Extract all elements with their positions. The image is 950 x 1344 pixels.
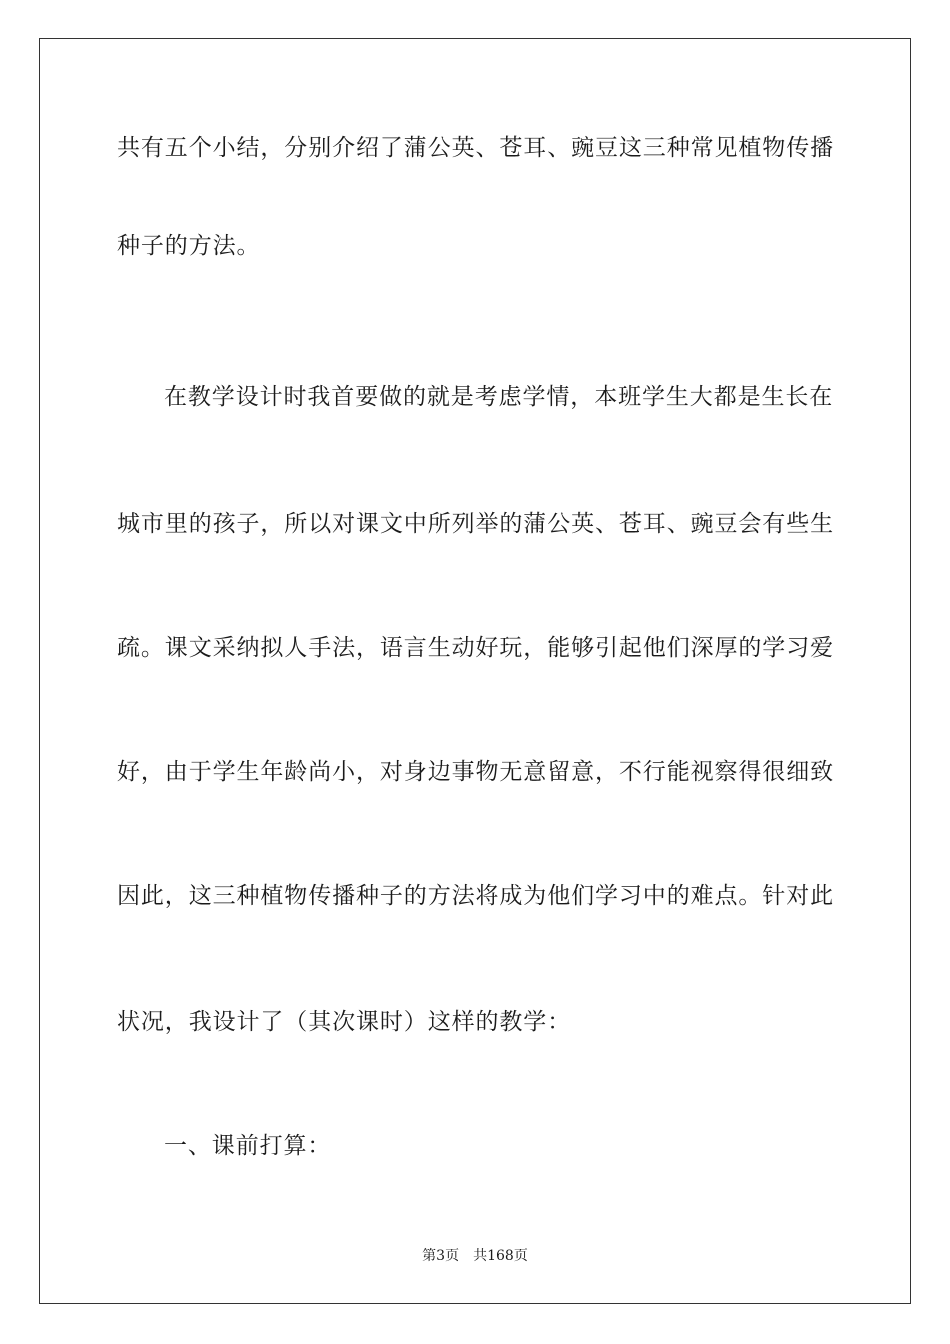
page-footer [0, 1247, 950, 1265]
body-line-2: 种子的方法。 [117, 233, 261, 259]
body-line-7: 因此，这三种植物传播种子的方法将成为他们学习中的难点。针对此 [117, 883, 834, 909]
section-heading: 一、课前打算： [164, 1133, 332, 1159]
body-line-8: 状况，我设计了（其次课时）这样的教学： [117, 1009, 572, 1035]
page-number: 第3页 [422, 1248, 460, 1264]
body-line-1: 共有五个小结，分别介绍了蒲公英、苍耳、豌豆这三种常见植物传播 [117, 135, 834, 161]
body-line-6: 好，由于学生年龄尚小，对身边事物无意留意，不行能视察得很细致 [117, 759, 834, 785]
page-border [39, 38, 911, 1304]
body-line-4: 城市里的孩子，所以对课文中所列举的蒲公英、苍耳、豌豆会有些生 [117, 511, 834, 537]
page-total: 共168页 [473, 1248, 528, 1264]
body-line-5: 疏。课文采纳拟人手法，语言生动好玩，能够引起他们深厚的学习爱 [117, 635, 834, 661]
body-line-3: 在教学设计时我首要做的就是考虑学情，本班学生大都是生长在 [164, 384, 834, 410]
